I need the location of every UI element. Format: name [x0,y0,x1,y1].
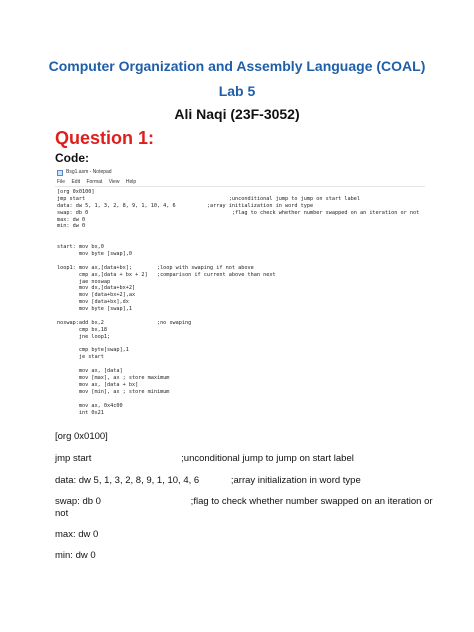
notepad-titlebar [55,168,425,177]
menu-format[interactable]: Format [86,179,103,185]
code-line: swap: db 0 ;flag to check whether number swapped on an iteration or not [57,209,420,216]
document-title: Computer Organization and Assembly Language (COAL) [48,58,426,74]
code-line [57,361,423,368]
plain-code-line: swap: db 0 ;flag to check whether number swapped on an iteration or [55,496,433,507]
code-line: mov byte [swap],1 [57,306,132,313]
code-line: noswap:add bx,2 ;no swaping [57,319,192,326]
code-label: Code: [55,151,89,165]
plain-code-line: min: dw 0 [55,550,96,561]
plain-code-line: jmp start ;unconditional jump to jump on start label [55,453,354,464]
code-line: cmp bx,18 [57,326,107,333]
lab-heading: Lab 5 [218,83,256,99]
code-line: cmp byte[swap],1 [57,347,129,354]
menu-edit[interactable]: Edit [71,179,81,185]
code-line: start: mov bx,0 [57,244,104,251]
code-line: jae noswap [57,278,111,285]
code-line: mov ax, [data] [57,368,123,375]
code-line: mov [data+bx],dx [57,299,129,306]
menu-file[interactable]: File [57,179,66,185]
notepad-editor[interactable] [57,189,423,425]
code-line: loop1: mov ax,[data+bx]; ;loop with swaping if not above [57,264,254,271]
question-heading: Question 1: [55,128,155,148]
code-line [57,396,423,403]
author-heading: Ali Naqi (23F-3052) [174,106,300,122]
code-line: mov [max], ax ; store maximum [57,375,170,382]
code-line: data: dw 5, 1, 3, 2, 8, 9, 1, 10, 4, 6 ;array initialization in word type [57,202,314,209]
code-line: mov dx,[data+bx+2] [57,285,136,292]
code-line [57,237,423,244]
notepad-menubar [55,178,425,187]
code-line: max: dw 0 [57,216,86,223]
plain-code-line: not [55,508,69,519]
menu-help[interactable]: Help [125,179,137,185]
code-line [57,341,423,348]
code-line: jne loop1; [57,333,111,340]
code-line: cmp ax,[data + bx + 2] ;comparison if current above than next [57,271,276,278]
code-line: int 0x21 [57,409,104,416]
plain-code-line: data: dw 5, 1, 3, 2, 8, 9, 1, 10, 4, 6 ;array initialization in word type [55,475,361,486]
code-line: je start [57,354,104,361]
code-line: mov ax, 0x4c00 [57,402,123,409]
code-line: mov [min], ax ; store minimum [57,388,170,395]
code-line: [org 0x0100] [57,189,95,195]
code-line [57,258,423,265]
notepad-screenshot [55,168,425,426]
code-line: mov byte [swap],0 [57,251,132,258]
code-line: mov [data+bx+2],ax [57,292,136,299]
code-line [57,313,423,320]
notepad-window-title: Bsg1.asm - Notepad [66,169,112,175]
menu-view[interactable]: View [108,179,120,185]
code-line [57,230,423,237]
code-line: min: dw 0 [57,223,86,230]
plain-code-line: max: dw 0 [55,529,99,540]
code-line: mov ax, [data + bx] [57,381,139,388]
notepad-icon [57,170,63,176]
code-line: jmp start ;unconditional jump to jump on start label [57,195,360,202]
plain-code-line: [org 0x0100] [55,431,108,442]
